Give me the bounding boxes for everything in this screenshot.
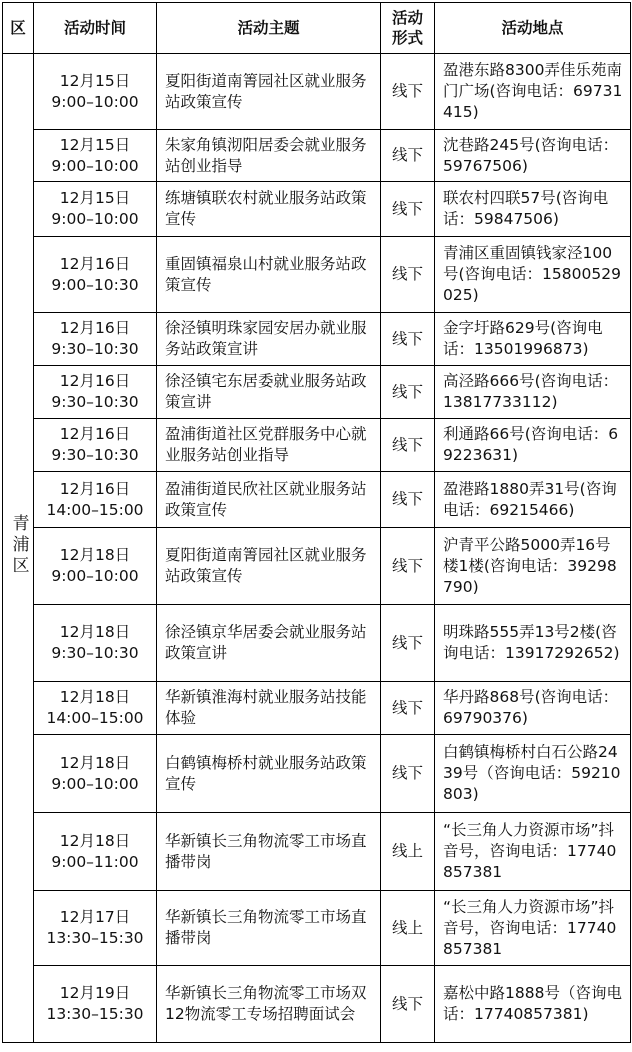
topic-cell: 重固镇福泉山村就业服务站政策宣传 <box>157 237 381 313</box>
topic-cell: 练塘镇联农村就业服务站政策宣传 <box>157 182 381 237</box>
activity-date: 12月16日 <box>59 254 131 273</box>
time-cell <box>34 735 157 813</box>
location-cell: 嘉松中路1888号（咨询电话：17740857381) <box>435 966 631 1043</box>
form-cell: 线下 <box>381 366 435 419</box>
topic-cell: 徐泾镇宅东居委就业服务站政策宣讲 <box>157 366 381 419</box>
table-row <box>3 237 631 313</box>
table-row <box>3 813 631 891</box>
time-cell <box>34 237 157 313</box>
activity-date: 12月18日 <box>59 831 131 850</box>
table-body <box>3 54 631 1043</box>
activity-time: 13:30–15:30 <box>46 929 144 947</box>
table-row <box>3 130 631 182</box>
form-cell: 线下 <box>381 966 435 1043</box>
topic-cell: 华新镇淮海村就业服务站技能体验 <box>157 682 381 735</box>
header-form: 活动形式 <box>381 3 435 54</box>
activity-time: 9:00–10:00 <box>51 210 139 228</box>
location-cell: 盈港东路8300弄佳乐苑南门广场(咨询电话：69731415) <box>435 54 631 130</box>
time-cell <box>34 313 157 366</box>
activity-time: 13:30–15:30 <box>46 1005 144 1023</box>
activity-time: 9:30–10:30 <box>51 446 139 464</box>
table-row <box>3 54 631 130</box>
location-cell: 华丹路868号(咨询电话：69790376) <box>435 682 631 735</box>
activity-date: 12月16日 <box>59 479 131 498</box>
location-cell: 沈巷路245号(咨询电话：59767506) <box>435 130 631 182</box>
form-cell: 线下 <box>381 472 435 528</box>
header-district: 区 <box>3 3 34 54</box>
time-cell <box>34 966 157 1043</box>
form-cell: 线下 <box>381 237 435 313</box>
time-cell <box>34 130 157 182</box>
activity-date: 12月19日 <box>59 984 131 1002</box>
activity-date: 12月15日 <box>59 189 131 207</box>
time-cell <box>34 419 157 472</box>
location-cell: 明珠路555弄13号2楼(咨询电话：13917292652) <box>435 605 631 682</box>
topic-cell: 白鹤镇梅桥村就业服务站政策宣传 <box>157 735 381 813</box>
activity-time: 14:00–15:00 <box>46 709 144 727</box>
activity-table <box>2 2 631 1043</box>
location-cell: 金字圩路629号(咨询电话：13501996873) <box>435 313 631 366</box>
topic-cell: 夏阳街道南箐园社区就业服务站政策宣传 <box>157 54 381 130</box>
activity-time: 9:00–10:00 <box>51 774 139 793</box>
activity-time: 9:00–10:30 <box>51 275 139 294</box>
form-cell: 线下 <box>381 605 435 682</box>
activity-date: 12月15日 <box>59 135 131 154</box>
activity-date: 12月15日 <box>59 71 131 90</box>
activity-date: 12月16日 <box>59 319 131 337</box>
header-time: 活动时间 <box>34 3 157 54</box>
form-cell: 线下 <box>381 682 435 735</box>
topic-cell: 华新镇长三角物流零工市场直播带岗 <box>157 891 381 966</box>
table-row <box>3 682 631 735</box>
location-cell: 白鹤镇梅桥村白石公路2439号（咨询电话：59210803) <box>435 735 631 813</box>
activity-date: 12月16日 <box>59 372 131 390</box>
activity-date: 12月17日 <box>59 908 131 926</box>
time-cell <box>34 366 157 419</box>
form-cell: 线下 <box>381 419 435 472</box>
table-row <box>3 472 631 528</box>
location-cell: 青浦区重固镇钱家泾100号(咨询电话：15800529025) <box>435 237 631 313</box>
form-cell: 线下 <box>381 182 435 237</box>
topic-cell: 华新镇长三角物流零工市场双12物流零工专场招聘面试会 <box>157 966 381 1043</box>
time-cell <box>34 528 157 605</box>
activity-time: 9:00–10:00 <box>51 567 139 585</box>
district-cell <box>3 54 34 1043</box>
location-cell: “长三角人力资源市场”抖音号，咨询电话：17740857381 <box>435 813 631 891</box>
activity-time: 9:00–11:00 <box>51 852 139 871</box>
topic-cell: 盈浦街道民欣社区就业服务站政策宣传 <box>157 472 381 528</box>
table-row <box>3 313 631 366</box>
topic-cell: 朱家角镇沏阳居委会就业服务站创业指导 <box>157 130 381 182</box>
topic-cell: 华新镇长三角物流零工市场直播带岗 <box>157 813 381 891</box>
form-cell: 线上 <box>381 813 435 891</box>
form-cell: 线下 <box>381 130 435 182</box>
form-cell: 线下 <box>381 735 435 813</box>
activity-time: 9:00–10:00 <box>51 92 139 111</box>
table-row <box>3 419 631 472</box>
activity-date: 12月18日 <box>59 546 131 564</box>
location-cell: 高泾路666号(咨询电话：13817733112) <box>435 366 631 419</box>
form-cell: 线下 <box>381 54 435 130</box>
district-name: 青浦区 <box>8 513 29 577</box>
header-topic: 活动主题 <box>157 3 381 54</box>
location-cell: “长三角人力资源市场”抖音号，咨询电话：17740857381 <box>435 891 631 966</box>
time-cell <box>34 891 157 966</box>
form-cell: 线上 <box>381 891 435 966</box>
time-cell <box>34 182 157 237</box>
activity-date: 12月18日 <box>59 623 131 641</box>
topic-cell: 徐泾镇明珠家园安居办就业服务站政策宣讲 <box>157 313 381 366</box>
header-row <box>3 3 631 54</box>
form-cell: 线下 <box>381 313 435 366</box>
table-row <box>3 735 631 813</box>
table-row <box>3 605 631 682</box>
topic-cell: 夏阳街道南箐园社区就业服务站政策宣传 <box>157 528 381 605</box>
activity-date: 12月18日 <box>59 688 131 706</box>
table-row <box>3 966 631 1043</box>
activity-date: 12月18日 <box>59 753 131 772</box>
time-cell <box>34 54 157 130</box>
topic-cell: 盈浦街道社区党群服务中心就业服务站创业指导 <box>157 419 381 472</box>
activity-time: 9:30–10:30 <box>51 340 139 358</box>
table-row <box>3 528 631 605</box>
time-cell <box>34 813 157 891</box>
topic-cell: 徐泾镇京华居委会就业服务站政策宣讲 <box>157 605 381 682</box>
time-cell <box>34 472 157 528</box>
time-cell <box>34 605 157 682</box>
activity-time: 14:00–15:00 <box>46 500 144 519</box>
form-cell: 线下 <box>381 528 435 605</box>
location-cell: 利通路66号(咨询电话：69223631) <box>435 419 631 472</box>
location-cell: 沪青平公路5000弄16号楼1楼(咨询电话：39298790) <box>435 528 631 605</box>
table-row <box>3 366 631 419</box>
table-row <box>3 891 631 966</box>
time-cell <box>34 682 157 735</box>
table-row <box>3 182 631 237</box>
location-cell: 盈港路1880弄31号(咨询电话：69215466) <box>435 472 631 528</box>
header-location: 活动地点 <box>435 3 631 54</box>
location-cell: 联农村四联57号(咨询电话：59847506) <box>435 182 631 237</box>
activity-time: 9:30–10:30 <box>51 644 139 662</box>
activity-time: 9:30–10:30 <box>51 393 139 411</box>
activity-time: 9:00–10:00 <box>51 156 139 175</box>
activity-date: 12月16日 <box>59 425 131 443</box>
